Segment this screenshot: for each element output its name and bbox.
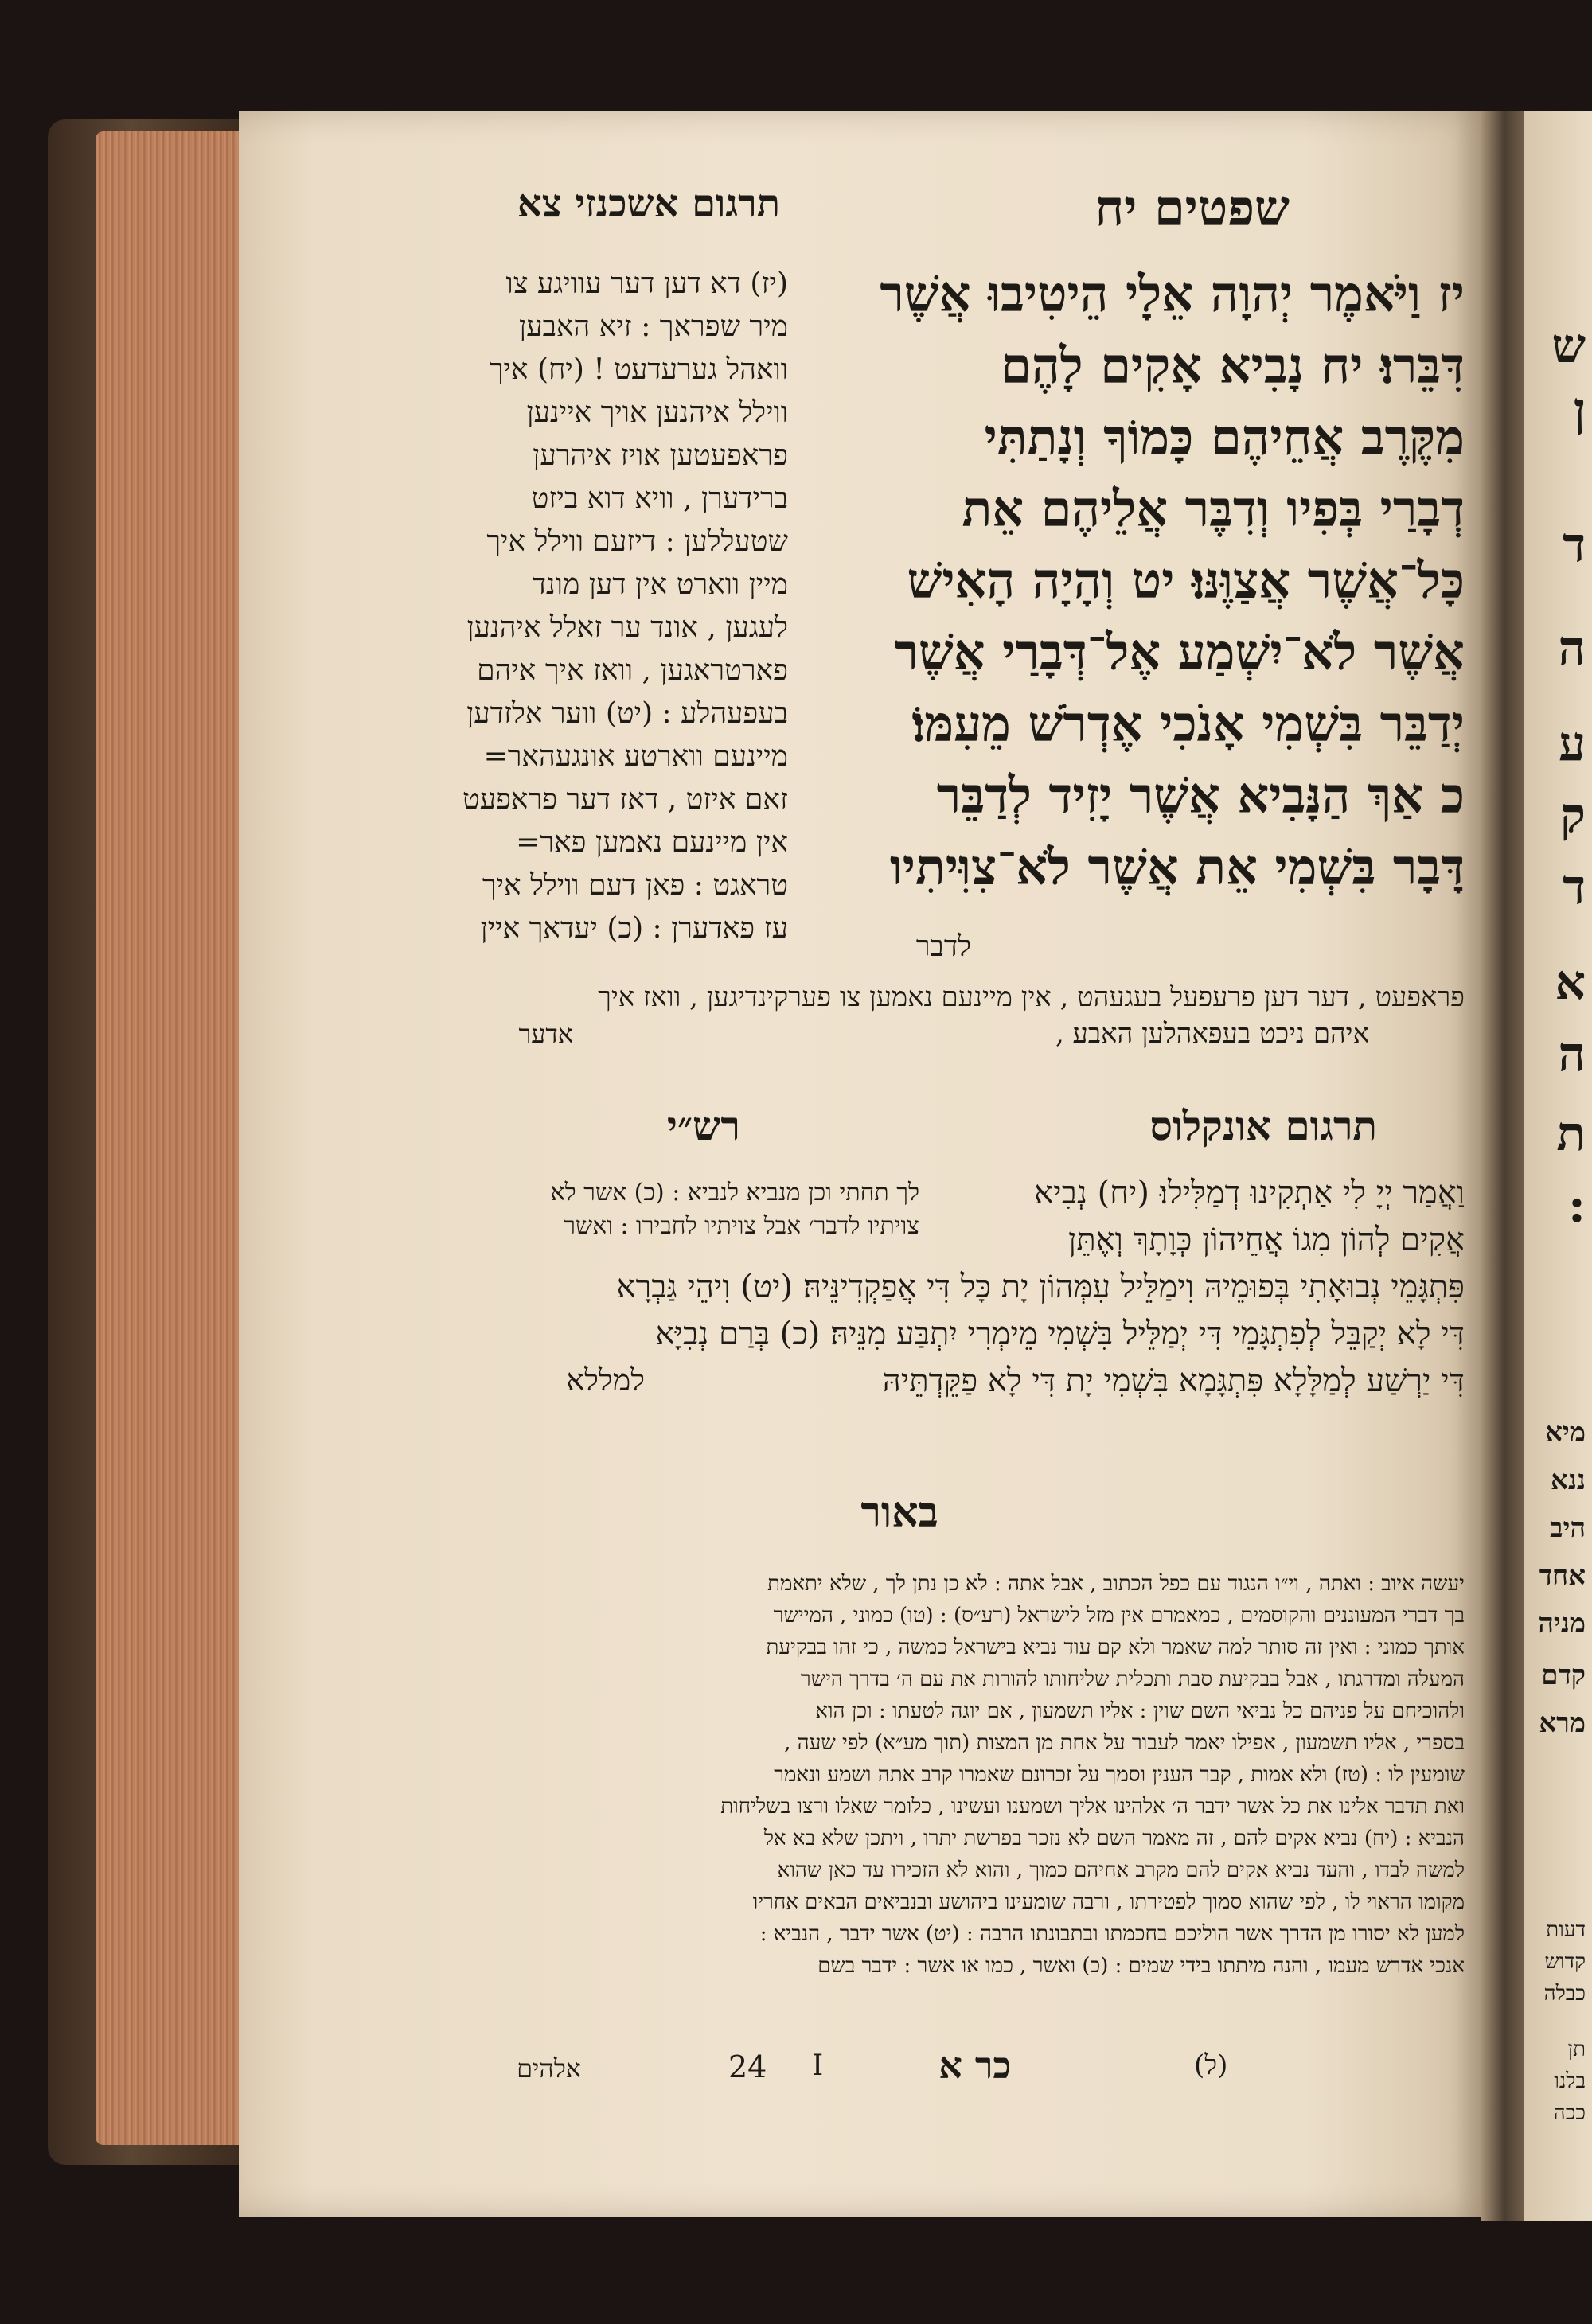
biur-text [410, 1568, 1465, 1982]
biur-line: בספרי , אליו תשמעון , אפילו יאמר לעבור על אחת מן המצות (תוך מע״א) לפי שעה , [784, 1731, 1465, 1755]
yiddish-line: טראגט : פאן דעם ווילל איך [482, 869, 788, 902]
onkelos-line: דִּי יַרְשַׁע לְמַלָּלָא פִּתְגָּמָא בִּשְׁמִי יָת דִּי לָא פַקֵּדְתֵּיהּ [882, 1363, 1465, 1399]
right-page-fragment: ע [1559, 716, 1586, 772]
hebrew-main-text [796, 259, 1465, 903]
hebrew-line: אֲשֶׁר לֹא־יִשְׁמַע אֶל־דְּבָרַי אֲשֶׁר [894, 623, 1465, 681]
right-page-fragment: ש [1551, 318, 1586, 374]
right-page [1524, 111, 1592, 2221]
right-page-fragment: ת [1556, 1106, 1586, 1162]
hebrew-line: מִקֶּרֶב אֲחֵיהֶם כָּמוֹךָ וְנָתַתִּי [984, 408, 1465, 466]
onkelos-catchword: למללא [566, 1363, 645, 1398]
right-page-fragment: ננא [1551, 1464, 1586, 1496]
right-page-fragment: מיא [1545, 1417, 1586, 1449]
hebrew-line: דָּבָר בִּשְׁמִי אֵת אֲשֶׁר לֹא־צִוִּיתִיו [889, 838, 1465, 896]
right-page-fragment: א [1555, 955, 1586, 1011]
biur-line: ואת תדבר אלינו את כל אשר ידבר ה׳ אלהינו אליך ושמענו ועשינו , כלומר שאלו ורצו בשליחות [720, 1795, 1465, 1819]
onkelos-heading: תרגום אונקלוס [1149, 1102, 1377, 1149]
right-page-fragment: ד [1563, 860, 1586, 915]
right-page-fragment: ק [1559, 788, 1586, 844]
yiddish-line: וואהל גערעדעט ! (יח) איך [489, 353, 788, 386]
page-number: 24 [728, 2049, 767, 2084]
yiddish-catchword: אדער [518, 1019, 573, 1049]
yiddish-line: (יז) דא דען דער עוויגע צו [505, 267, 788, 300]
yiddish-line: בעפעהלע : (יט) ווער אלזדען [466, 697, 788, 730]
hebrew-line: דְבָרַי בְּפִיו וְדִבֶּר אֲלֵיהֶם אֵת [962, 480, 1465, 538]
hebrew-catchword: לדבר [915, 930, 971, 963]
running-title-header: תרגום אשכנזי צא [517, 181, 780, 226]
yiddish-line: מיין ווארט אין דען מונד [532, 568, 788, 601]
onkelos-line: אֲקִים לְהוֹן מִגוֹ אֲחֵיהוֹן כְּוָתָךְ וְאֶתֵּן [1068, 1222, 1465, 1258]
right-page-fragment: ן [1573, 382, 1586, 438]
onkelos-line: דִּי לָא יְקַבֵּל לְפִתְגָּמֵי דִּי יְמַלֵּיל בִּשְׁמִי מֵימְרִי יִתְבַּע מִנֵּיהּ׃ (כ) בְּרַם נְבִיָּא [655, 1316, 1465, 1352]
hebrew-line: דִּבֵּרוּ׃ יח נָבִיא אָקִים לָהֶם [1001, 337, 1465, 395]
right-page-fragment: קדוש [1544, 1950, 1586, 1974]
yiddish-line: לעגען , אונד ער זאלל איהנען [466, 611, 788, 644]
biur-line: מקומו הראוי לו , לפי שהוא סמוך לפטירתו , ורבה שומעינו ביהושע ובנביאים הבאים אחריו [752, 1890, 1465, 1914]
right-page-fragment: בלנו [1554, 2069, 1586, 2093]
yiddish-line: שטעללען : דיזעם ווילל איך [486, 525, 788, 558]
hebrew-line: יז וַיֹּאמֶר יְהוָה אֵלָי הֵיטִיבוּ אֲשֶׁר [880, 265, 1465, 323]
yiddish-translation-column [410, 263, 788, 950]
biur-line: יעשה איוב : ואתה , וי״ו הנגוד עם כפל הכתוב , אבל אתה : לא כן נתן לך , שלא יתאמת [767, 1572, 1465, 1596]
yiddish-line: פארטראגען , וואז איך איהם [477, 654, 788, 687]
right-page-fragment: מניה [1538, 1608, 1586, 1640]
right-page-fragment: כבלה [1543, 1982, 1586, 2006]
onkelos-line: וַאֲמַר יְיָ לִי אַתְקִינוּ דְמַלִּילוּ׃ (יח) נְבִיא [1034, 1175, 1465, 1211]
yiddish-line: אין מיינעם נאמען פאר= [516, 826, 788, 859]
hebrew-line: כָּל־אֲשֶׁר אֲצַוֶּנּוּ׃ יט וְהָיָה הָאִישׁ [907, 552, 1465, 610]
biur-line: הנביא : (יח) נביא אקים להם , זה מאמר השם לא נזכר בפרשת יתרו , ויתכן שלא בא אל [763, 1827, 1465, 1850]
right-page-fragment: קדם [1541, 1659, 1586, 1691]
yiddish-line: עז פאדערן : (כ) יעדאך איין [480, 912, 788, 945]
book-gutter [1481, 111, 1528, 2221]
yiddish-line: ברידערן , וויא דוא ביזט [531, 482, 788, 515]
sheet-number: I [812, 2049, 824, 2082]
biur-catchword: אלהים [517, 2053, 581, 2084]
right-page-fragment: ה [1558, 1027, 1586, 1082]
right-page-fragment: : [1567, 1178, 1586, 1234]
yiddish-wide-line: איהם ניכט בעפאהלען האבע , [1055, 1018, 1369, 1050]
rashi-line: צויתיו לדבר׳ אבל צויתיו לחבירו : ואשר [564, 1212, 919, 1240]
biur-heading: באור [860, 1488, 938, 1537]
biur-line: למען לא יסורו מן הדרך אשר הוליכם בחכמתו ובתבונתו הרבה : (יט) אשר ידבר , הנביא : [759, 1922, 1465, 1946]
right-page-fragment: תן [1567, 2037, 1586, 2061]
biur-line: למשה לבדו , והעד נביא אקים להם מקרב אחיהם כמוך , והוא לא הזכירו עד כאן שהוא [777, 1858, 1465, 1882]
hebrew-line: יְדַבֵּר בִּשְׁמִי אָנֹכִי אֶדְרֹשׁ מֵעִמּוֹ׃ [911, 695, 1465, 753]
biur-line: המעלה ומדרגתו , אבל בבקיעת סבת ותכלית שליחותו להורות את עם ה׳ בדרך הישר [800, 1667, 1465, 1691]
biur-line: ולהוכיחם על פניהם כל נביאי השם שוין : אליו תשמעון , אם יוגה לטעתו : וכן הוא [815, 1699, 1465, 1723]
yiddish-line: זאם איזט , דאז דער פראפעט [462, 783, 788, 816]
signature-mark: כר א [938, 2044, 1011, 2087]
right-page-fragment: דעות [1546, 1918, 1586, 1942]
onkelos-text [923, 1170, 1465, 1264]
yiddish-line: פראפעטען אויז איהרען [533, 439, 788, 472]
book-title-header: שפטים יח [1094, 179, 1290, 237]
rashi-line: לך תחתי וכן מנביא לנביא : (כ) אשר לא [550, 1179, 919, 1207]
yiddish-line: מיינעם ווארטע אונגעהאר= [483, 740, 788, 773]
right-page-fragment: ככה [1553, 2101, 1586, 2125]
rashi-heading: רש״י [666, 1102, 740, 1149]
biur-line: אנכי אדרש מעמו , והנה מיתתו בידי שמים : (כ) ואשר , כמו או אשר : ידבר בשם [817, 1954, 1465, 1978]
right-page-fragment: ד [1563, 517, 1586, 573]
right-page-fragment: מרא [1539, 1707, 1586, 1739]
biur-line: בך דברי המעוננים והקוסמים , כמאמרם אין מזל לישראל (רע״ס) : (טו) כמוני , המיישר [773, 1604, 1465, 1628]
right-page-fragment: ה [1558, 621, 1586, 677]
rashi-text [410, 1176, 919, 1243]
yiddish-line: ווילל איהנען אויך איינען [526, 396, 788, 429]
hebrew-line: כ אַךְ הַנָּבִיא אֲשֶׁר יָזִיד לְדַבֵּר [936, 766, 1465, 825]
onkelos-line: פִּתְגָּמֵי נְבוּאָתִי בְּפוּמֵיהּ וִימַלֵּיל עִמְּהוֹן יָת כָּל דִּי אֲפַקְדִינֵּיהּ׃ (יט) וִיהֵי גַּבְרָא [616, 1269, 1465, 1305]
biur-line: אותך כמוני : ואין זה סותר למה שאמר ולא קם עוד נביא בישראל כמשה , כי זהו בבקיעת [766, 1636, 1465, 1659]
yiddish-wide-line: פראפעט , דער דען פרעפעל בעגעהט , אין מיינעם נאמען צו פערקינדיגען , וואז איך [598, 981, 1465, 1013]
right-page-fragment: היב [1550, 1512, 1586, 1544]
biur-line: שומעין לו : (טז) ולא אמות , קבר הענין וסמך על זכרונם שאמרו קרב אתה ושמע ונאמר [774, 1763, 1465, 1787]
right-page-fragment: אחד [1539, 1560, 1586, 1592]
yiddish-line: מיר שפראך : זיא האבען [519, 310, 788, 343]
folio-mark: (ל) [1194, 2049, 1228, 2081]
